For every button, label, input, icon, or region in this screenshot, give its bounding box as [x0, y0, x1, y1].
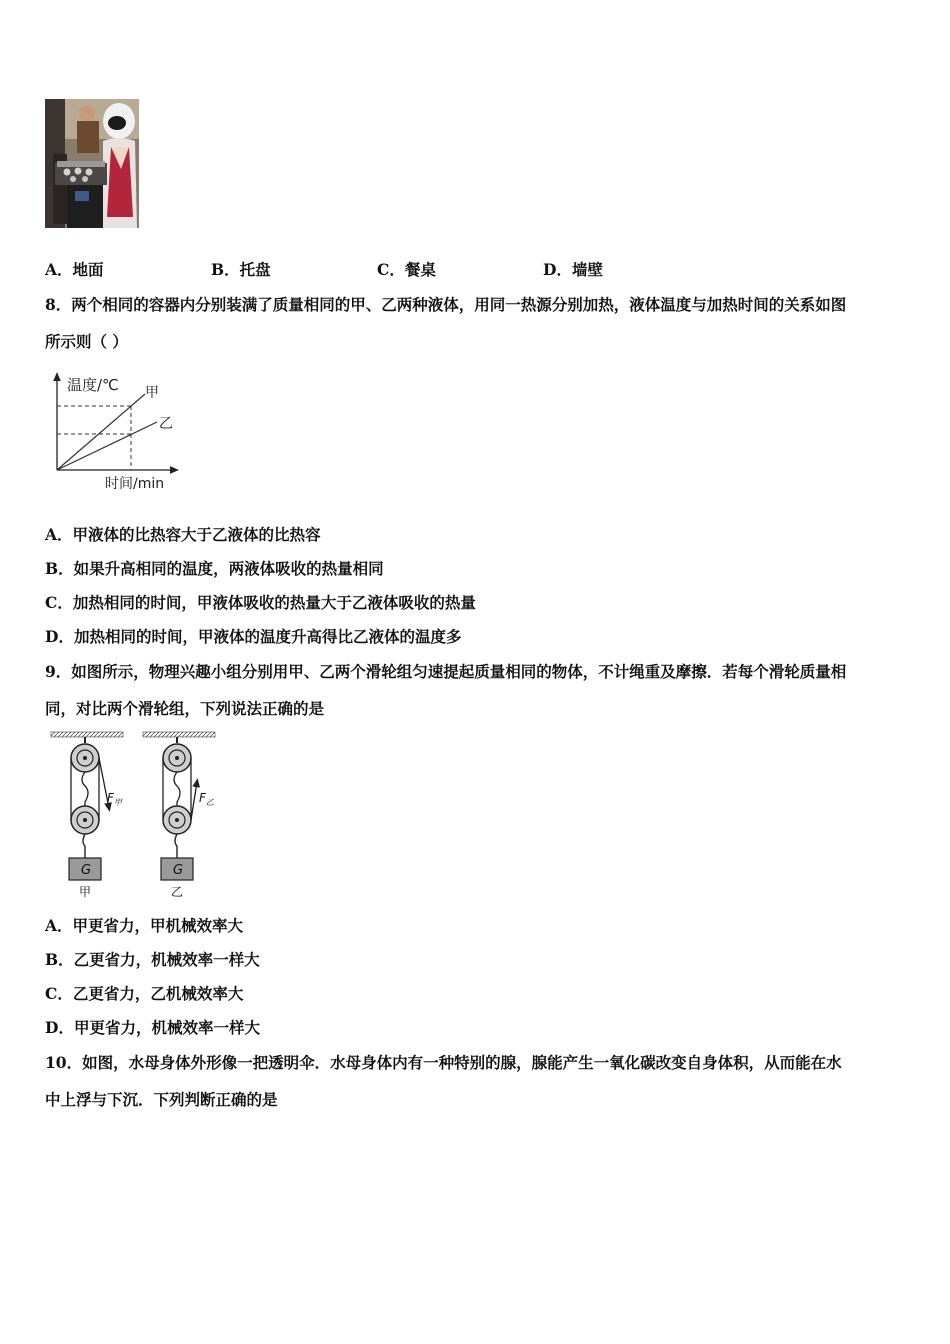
svg-text:G: G	[81, 863, 92, 878]
q7-option-c: C．餐桌	[377, 260, 436, 279]
q8-option-d: D．加热相同的时间，甲液体的温度升高得比乙液体的温度多	[45, 627, 462, 646]
q9-option-d: D．甲更省力，机械效率一样大	[45, 1018, 260, 1037]
q9-option-a: A．甲更省力，甲机械效率大	[45, 916, 244, 935]
line-yi	[57, 422, 157, 470]
pulley-systems-figure	[45, 730, 225, 900]
pulley-system-yi	[143, 732, 215, 899]
q8-option-a: A．甲液体的比热容大于乙液体的比热容	[45, 525, 321, 544]
q10-stem-line1: 10．如图，水母身体外形像一把透明伞．水母身体内有一种特别的腺，腺能产生一氧化碳改变自身体积，从而能在水	[45, 1053, 842, 1072]
q7-option-d: D．墙壁	[543, 260, 603, 279]
force-arrow-yi	[191, 782, 197, 820]
pulley-system-jia	[51, 732, 123, 899]
q8-stem-line1: 8．两个相同的容器内分别装满了质量相同的甲、乙两种液体，用同一热源分别加热，液体温度与加热时间的关系如图	[45, 295, 847, 314]
force-label-yi: $F_乙$	[199, 791, 214, 807]
force-label-jia: $F_甲$	[107, 791, 122, 807]
q9-option-c: C．乙更省力，乙机械效率大	[45, 984, 244, 1003]
line-label-jia: 甲	[145, 385, 159, 401]
robot-waiter-photo	[45, 99, 139, 228]
q7-option-a: A．地面	[45, 260, 104, 279]
line-jia	[57, 394, 145, 470]
q9-stem-line2: 同，对比两个滑轮组，下列说法正确的是	[45, 699, 325, 718]
caption-yi: 乙	[171, 885, 184, 899]
q7-option-b: B．托盘	[211, 260, 271, 279]
q8-option-b: B．如果升高相同的温度，两液体吸收的热量相同	[45, 559, 384, 578]
svg-text:G: G	[173, 863, 184, 878]
x-axis-label: 时间/min	[105, 476, 165, 492]
y-axis-label: 温度/℃	[67, 376, 119, 394]
q9-option-b: B．乙更省力，机械效率一样大	[45, 950, 260, 969]
q10-stem-line2: 中上浮与下沉．下列判断正确的是	[45, 1090, 278, 1109]
q8-option-c: C．加热相同的时间，甲液体吸收的热量大于乙液体吸收的热量	[45, 593, 476, 612]
line-label-yi: 乙	[159, 416, 173, 432]
q9-stem-line1: 9．如图所示，物理兴趣小组分别用甲、乙两个滑轮组匀速提起质量相同的物体，不计绳重及摩擦．若每个滑轮质量相	[45, 662, 847, 681]
temperature-time-graph	[45, 370, 185, 496]
caption-jia: 甲	[79, 885, 92, 899]
q8-stem-line2: 所示则（ ）	[45, 332, 128, 351]
